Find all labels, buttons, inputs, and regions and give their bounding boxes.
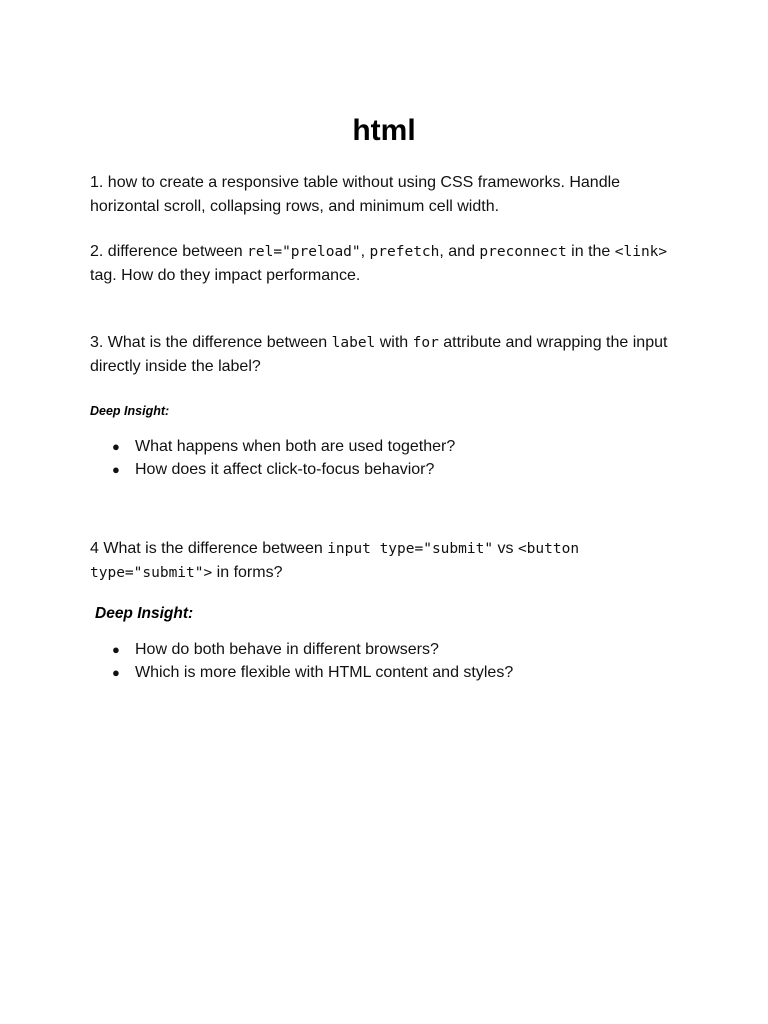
question-2-text: 2. difference between (90, 243, 248, 260)
question-3-text: 3. What is the difference between (90, 334, 332, 351)
deep-insight-list (110, 436, 455, 481)
list-item (110, 639, 513, 662)
bullet-icon: ● (112, 664, 120, 680)
question-4-text: 4 What is the difference between (90, 540, 328, 557)
deep-insight-heading: Deep Insight: (90, 404, 170, 418)
question-3-text: attribute and wrapping the input directly inside the label? (90, 334, 668, 375)
bullet-icon: ● (112, 461, 120, 477)
page-title: html (352, 114, 416, 147)
question-2-code-preload: rel="preload" (247, 244, 361, 260)
question-4-text: in forms? (212, 564, 283, 581)
bullet-icon: ● (112, 439, 120, 454)
deep-insight-list (110, 639, 513, 684)
question-3-code-for: for (412, 335, 439, 351)
question-2-code-link: <link> (614, 244, 668, 260)
bullet-icon: ● (112, 642, 120, 657)
list-item (110, 459, 455, 482)
question-3-code-label: label (331, 335, 376, 351)
list-item (110, 436, 455, 459)
list-item-text: What happens when both are used together? (135, 438, 456, 455)
question-4 (90, 537, 680, 585)
list-item-text: Which is more flexible with HTML content and styles? (135, 663, 514, 681)
question-3-text: with (375, 334, 413, 351)
question-3 (90, 331, 680, 379)
question-2-text: , and (439, 243, 480, 260)
question-2-code-prefetch: prefetch (369, 244, 440, 260)
list-item (110, 662, 513, 685)
question-2-text: , (360, 243, 370, 260)
question-4-code-button: <button type="submit"> (90, 541, 580, 581)
question-1: 1. how to create a responsive table without using CSS frameworks. Handle horizontal scroll, collapsing rows, and minimum cell width. (90, 174, 621, 215)
list-item-text: How does it affect click-to-focus behavior? (135, 460, 435, 478)
question-4-code-input: input type="submit" (327, 541, 494, 557)
deep-insight-heading: Deep Insight: (95, 605, 194, 622)
question-2-text: tag. How do they impact performance. (90, 267, 361, 284)
question-2-text: in the (566, 243, 615, 260)
question-2-code-preconnect: preconnect (479, 244, 567, 260)
list-item-text: How do both behave in different browsers? (135, 641, 439, 658)
question-4-text: vs (493, 540, 518, 557)
question-2 (90, 240, 680, 288)
